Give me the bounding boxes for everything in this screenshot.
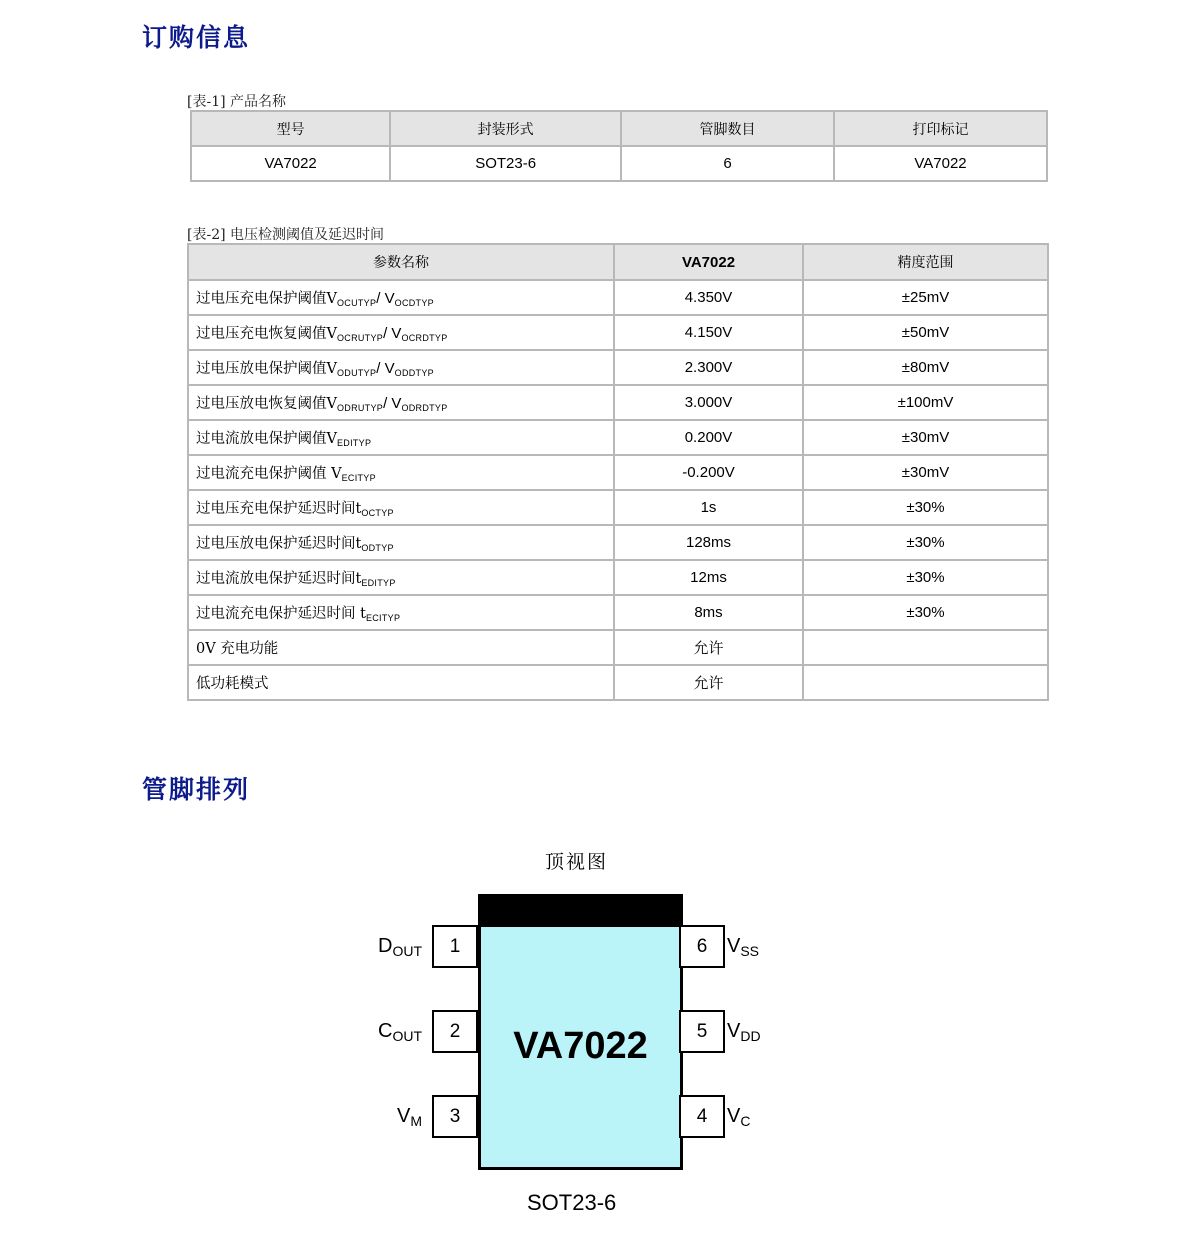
table-row: [188, 350, 1048, 385]
param-subscript: OCDTYP: [394, 298, 434, 308]
param-name-cell: [188, 420, 614, 455]
pin-label-main: V: [727, 1105, 741, 1127]
table-row: [188, 280, 1048, 315]
table-header-row: [191, 111, 1047, 146]
pin-label-main: V: [396, 1105, 411, 1127]
param-subscript: OCRDTYP: [401, 333, 448, 343]
pin-label: [727, 935, 759, 959]
chip-top-band: [481, 897, 680, 927]
param-name-cell: [188, 280, 614, 315]
param-separator: / V: [376, 290, 395, 307]
param-name: 过电压放电恢复阈值V: [196, 396, 337, 412]
param-subscript: ODRUTYP: [336, 403, 384, 413]
pin-label-main: V: [727, 1020, 741, 1042]
table-row: [188, 595, 1048, 630]
threshold-table: [187, 243, 1049, 701]
param-subscript: EDITYP: [361, 578, 396, 588]
tolerance-cell: [803, 665, 1048, 700]
top-view-title: 顶视图: [545, 851, 609, 873]
pin-number: 5: [679, 1010, 725, 1053]
param-name: 0V 充电功能: [196, 641, 279, 657]
param-name-cell: [188, 630, 614, 665]
table-row: [188, 525, 1048, 560]
column-header: 型号: [191, 111, 390, 146]
param-subscript: ODDTYP: [394, 368, 434, 378]
param-subscript: ODUTYP: [336, 368, 377, 378]
value-cell: 允许: [614, 665, 803, 700]
pin-label-sub: OUT: [392, 1028, 422, 1044]
param-name: 过电流充电保护阈值 V: [196, 466, 342, 482]
pin-label-main: C: [377, 1020, 393, 1042]
value-cell: 8ms: [614, 595, 803, 630]
pin-number: 2: [432, 1010, 478, 1053]
param-name-cell: [188, 525, 614, 560]
table-row: [188, 560, 1048, 595]
value-cell: 1s: [614, 490, 803, 525]
param-name-cell: [188, 560, 614, 595]
pin-label: [727, 1105, 750, 1129]
pin-label: [378, 1020, 422, 1044]
param-name-cell: [188, 315, 614, 350]
table-row: [188, 665, 1048, 700]
param-subscript: ODTYP: [361, 543, 394, 553]
table-cell: 6: [621, 146, 834, 181]
value-cell: -0.200V: [614, 455, 803, 490]
param-name: 过电压充电保护阈值V: [196, 291, 337, 307]
tolerance-cell: ±25mV: [803, 280, 1048, 315]
param-separator: / V: [383, 395, 402, 412]
pin-label: [378, 935, 422, 959]
table-cell: VA7022: [834, 146, 1047, 181]
param-name: 过电压放电保护延迟时间t: [196, 536, 362, 552]
column-header: VA7022: [614, 244, 803, 280]
param-subscript: OCUTYP: [336, 298, 377, 308]
param-separator: / V: [383, 325, 402, 342]
param-name: 过电流放电保护阈值V: [196, 431, 337, 447]
table-row: [188, 420, 1048, 455]
value-cell: 3.000V: [614, 385, 803, 420]
tolerance-cell: ±30%: [803, 595, 1048, 630]
column-header: 打印标记: [834, 111, 1047, 146]
value-cell: 4.150V: [614, 315, 803, 350]
pin-number: 3: [432, 1095, 478, 1138]
param-subscript: ECITYP: [365, 613, 401, 623]
section-title-pinout: 管脚排列: [142, 775, 251, 804]
pin-number: 4: [679, 1095, 725, 1138]
param-name-cell: [188, 350, 614, 385]
column-header: 精度范围: [803, 244, 1048, 280]
pin-label: [727, 1020, 761, 1044]
param-name-cell: [188, 455, 614, 490]
param-name-cell: [188, 490, 614, 525]
table-cell: SOT23-6: [390, 146, 621, 181]
tolerance-cell: ±30mV: [803, 420, 1048, 455]
param-name-cell: [188, 385, 614, 420]
table-row: [188, 630, 1048, 665]
pin-label-sub: M: [410, 1113, 422, 1129]
param-name: 过电压充电恢复阈值V: [196, 326, 337, 342]
param-name-cell: [188, 665, 614, 700]
product-table: [190, 110, 1048, 182]
param-name: 过电压放电保护阈值V: [196, 361, 337, 377]
param-name-cell: [188, 595, 614, 630]
tolerance-cell: [803, 630, 1048, 665]
tolerance-cell: ±30mV: [803, 455, 1048, 490]
tolerance-cell: ±30%: [803, 490, 1048, 525]
pin-label-sub: DD: [740, 1028, 761, 1044]
package-label: SOT23-6: [527, 1190, 617, 1215]
chip-name: VA7022: [513, 1025, 648, 1067]
param-subscript: OCTYP: [361, 508, 394, 518]
table-row: [188, 455, 1048, 490]
param-subscript: EDITYP: [336, 438, 372, 448]
pin-label-sub: SS: [740, 943, 760, 959]
param-name: 过电流充电保护延迟时间 t: [196, 606, 366, 622]
table2-caption: [表-2] 电压检测阈值及延迟时间: [187, 227, 385, 243]
pin-label: [397, 1105, 422, 1129]
param-subscript: ECITYP: [341, 473, 376, 483]
table1-caption: [表-1] 产品名称: [187, 94, 287, 110]
table-row: [188, 315, 1048, 350]
param-separator: / V: [376, 360, 395, 377]
pin-number: 6: [679, 925, 725, 968]
chip-body: [478, 894, 683, 1170]
tolerance-cell: ±100mV: [803, 385, 1048, 420]
pin-number: 1: [432, 925, 478, 968]
table-cell: VA7022: [191, 146, 390, 181]
param-subscript: OCRUTYP: [336, 333, 384, 343]
pin-label-main: D: [377, 935, 393, 957]
table-row: [188, 490, 1048, 525]
value-cell: 2.300V: [614, 350, 803, 385]
pin-label-main: V: [727, 935, 741, 957]
param-name: 过电压充电保护延迟时间t: [196, 501, 362, 517]
section-title-ordering: 订购信息: [142, 23, 251, 52]
table-header-row: [188, 244, 1048, 280]
param-name: 低功耗模式: [196, 676, 269, 692]
tolerance-cell: ±80mV: [803, 350, 1048, 385]
tolerance-cell: ±50mV: [803, 315, 1048, 350]
pin-label-sub: C: [740, 1113, 751, 1129]
param-name: 过电流放电保护延迟时间t: [196, 571, 362, 587]
table-row: [191, 146, 1047, 181]
value-cell: 4.350V: [614, 280, 803, 315]
value-cell: 允许: [614, 630, 803, 665]
value-cell: 0.200V: [614, 420, 803, 455]
value-cell: 12ms: [614, 560, 803, 595]
tolerance-cell: ±30%: [803, 525, 1048, 560]
column-header: 参数名称: [188, 244, 614, 280]
tolerance-cell: ±30%: [803, 560, 1048, 595]
pin-label-sub: OUT: [392, 943, 422, 959]
column-header: 管脚数目: [621, 111, 834, 146]
param-subscript: ODRDTYP: [401, 403, 448, 413]
value-cell: 128ms: [614, 525, 803, 560]
table-row: [188, 385, 1048, 420]
column-header: 封装形式: [390, 111, 621, 146]
